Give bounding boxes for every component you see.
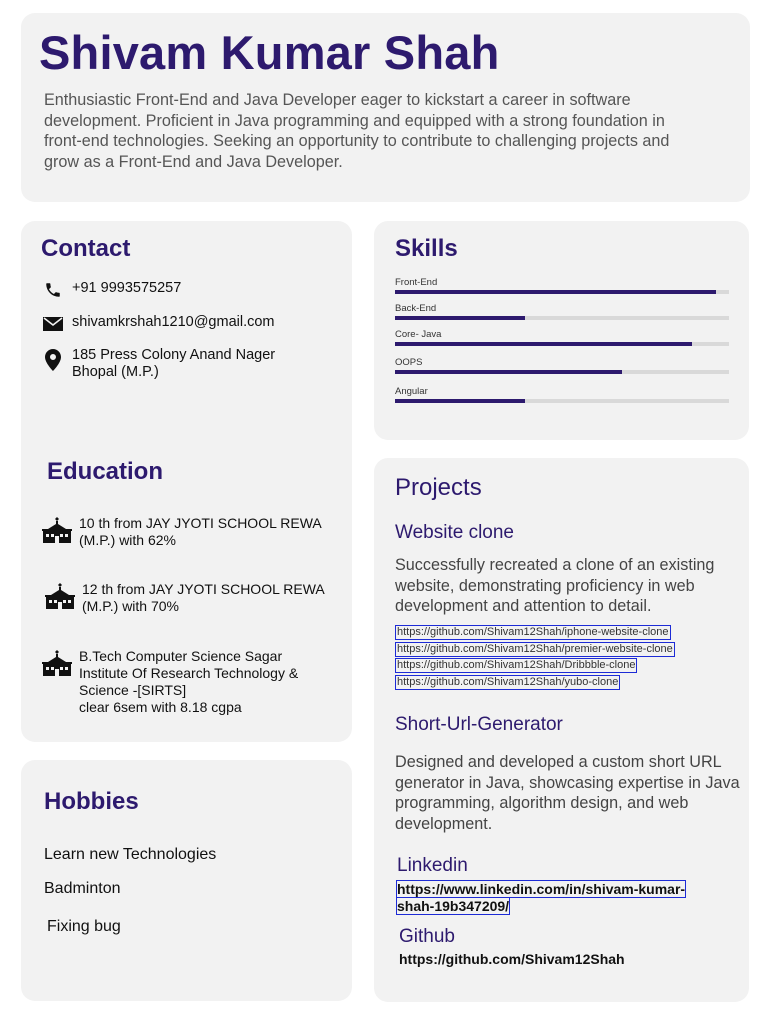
education-line: clear 6sem with 8.18 cgpa [79, 699, 242, 715]
skill-bar-fill [395, 290, 716, 294]
hobby-item: Fixing bug [47, 918, 121, 935]
repo-link[interactable]: https://github.com/Shivam12Shah/yubo-clone [397, 675, 619, 688]
contact-email[interactable] [43, 314, 275, 334]
school-icon [44, 583, 76, 609]
linkedin-label: Linkedin [397, 855, 468, 876]
linkedin-url-line1[interactable]: https://www.linkedin.com/in/shivam-kumar- [397, 881, 686, 897]
skill-label: Front-End [395, 277, 438, 288]
project-description: Successfully recreated a clone of an existing website, demonstrating proficiency in web development and attention to detail. [395, 556, 715, 615]
project-description: Designed and developed a custom short URL generator in Java, showcasing expertise in Java programming, algorithm design, and web development. [395, 753, 740, 833]
phone-icon [43, 280, 63, 300]
contact-education-card [21, 221, 352, 742]
skill-item [395, 357, 729, 374]
github-label: Github [399, 926, 455, 947]
page-title: Shivam Kumar Shah [39, 26, 500, 79]
skill-bar-track [395, 342, 729, 346]
skill-item [395, 386, 729, 403]
hobbies-card [21, 760, 352, 1001]
repo-link[interactable]: https://github.com/Shivam12Shah/Dribbble-clone [397, 659, 636, 672]
school-icon [41, 517, 73, 543]
hobbies-heading: Hobbies [44, 788, 139, 815]
school-icon [41, 650, 73, 676]
education-line: (M.P.) with 70% [82, 598, 179, 614]
education-line: B.Tech Computer Science Sagar [79, 648, 283, 664]
hobby-item: Learn new Technologies [44, 846, 217, 863]
contact-address [43, 347, 275, 381]
projects-card [374, 458, 749, 1002]
education-heading: Education [47, 458, 164, 485]
skill-label: Core- Java [395, 329, 442, 340]
address-line2: Bhopal (M.P.) [72, 364, 159, 380]
hobby-item: Badminton [44, 880, 121, 897]
skill-item [395, 277, 729, 294]
education-line: Institute Of Research Technology & [79, 665, 299, 681]
location-pin-icon [43, 347, 63, 373]
repo-links [395, 625, 675, 691]
skill-bar-fill [395, 399, 525, 403]
skills-card [374, 221, 749, 440]
skill-bar-fill [395, 370, 622, 374]
skill-bar-fill [395, 342, 692, 346]
address-line1: 185 Press Colony Anand Nager [72, 347, 276, 363]
skill-bar-track [395, 399, 729, 403]
education-item [41, 515, 322, 549]
skill-label: Angular [395, 386, 428, 397]
contact-phone[interactable] [43, 280, 181, 300]
skill-item [395, 329, 729, 346]
skill-item [395, 303, 729, 320]
linkedin-url-line2[interactable]: shah-19b347209/ [397, 898, 510, 914]
repo-link[interactable]: https://github.com/Shivam12Shah/iphone-website-clone [397, 626, 669, 638]
education-item [44, 581, 325, 615]
education-item [41, 648, 298, 716]
skill-bar-track [395, 316, 729, 320]
skills-heading: Skills [395, 235, 458, 262]
linkedin-link[interactable] [396, 881, 696, 915]
repo-link[interactable]: https://github.com/Shivam12Shah/premier-website-clone [397, 642, 673, 655]
skill-bar-track [395, 370, 729, 374]
education-line: (M.P.) with 62% [79, 532, 176, 548]
skill-label: OOPS [395, 357, 423, 368]
education-line: 10 th from JAY JYOTI SCHOOL REWA [79, 515, 322, 531]
contact-heading: Contact [41, 235, 131, 262]
project-title-website-clone: Website clone [395, 522, 514, 543]
skill-bar-track [395, 290, 729, 294]
skill-label: Back-End [395, 303, 437, 314]
phone-text: +91 9993575257 [72, 280, 182, 296]
summary-text: Enthusiastic Front-End and Java Developer eager to kickstart a career in software development. Proficient in Java programming and equipped with a strong foundation in front-end technologies. Seeking an opportunity to contribute to challenging projects and grow as a Front-End and Java Developer. [44, 91, 670, 171]
github-link[interactable]: https://github.com/Shivam12Shah [399, 951, 625, 967]
project-title-url-generator: Short-Url-Generator [395, 714, 563, 735]
skill-bar-fill [395, 316, 525, 320]
email-text: shivamkrshah1210@gmail.com [72, 314, 275, 330]
header-card [21, 13, 750, 202]
mail-icon [43, 314, 63, 334]
projects-heading: Projects [395, 474, 482, 501]
education-line: 12 th from JAY JYOTI SCHOOL REWA [82, 581, 325, 597]
education-line: Science -[SIRTS] [79, 682, 187, 698]
